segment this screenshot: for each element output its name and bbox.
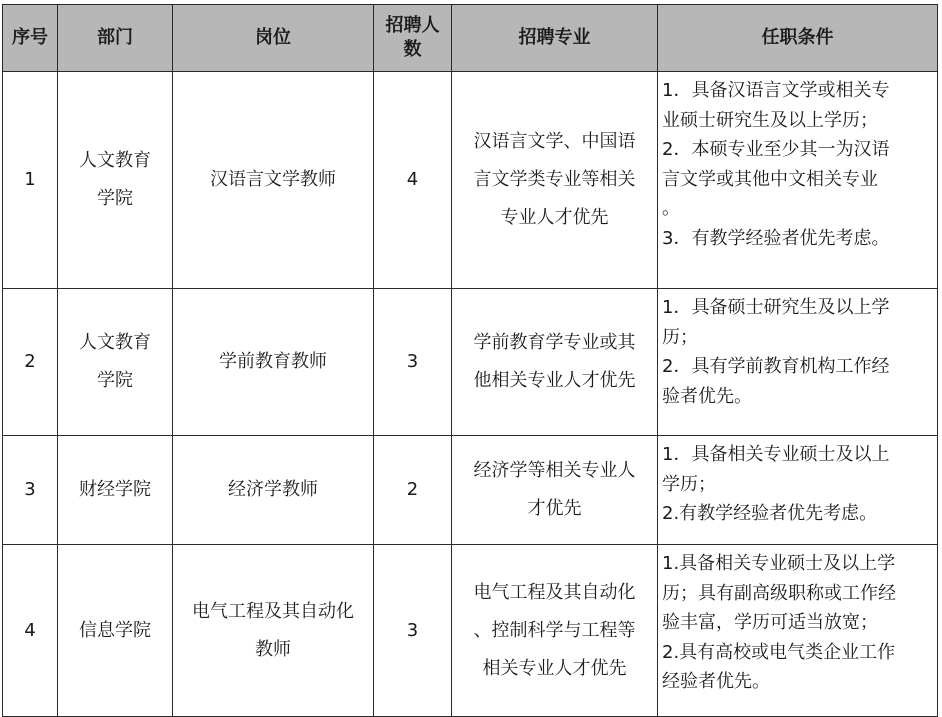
cell-position: 汉语言文学教师: [173, 72, 374, 289]
header-requirements: 任职条件: [658, 5, 938, 72]
cell-dept: 信息学院: [58, 545, 173, 717]
cell-count: 2: [374, 436, 452, 545]
cell-requirements: 1．具备硕士研究生及以上学 历； 2．具有学前教育机构工作经 验者优先。: [658, 289, 938, 436]
cell-requirements: 1．具备汉语言文学或相关专 业硕士研究生及以上学历； 2．本硕专业至少其一为汉语 言文学或其他中文相关专业 。 3．有教学经验者优先考虑。: [658, 72, 938, 289]
cell-count: 3: [374, 289, 452, 436]
cell-position: 电气工程及其自动化 教师: [173, 545, 374, 717]
cell-position: 经济学教师: [173, 436, 374, 545]
cell-seq: 2: [3, 289, 58, 436]
cell-dept: 人文教育 学院: [58, 289, 173, 436]
cell-requirements: 1.具备相关专业硕士及以上学 历；具有副高级职称或工作经 验丰富，学历可适当放宽； 2.具有高校或电气类企业工作 经验者优先。: [658, 545, 938, 717]
cell-requirements: 1．具备相关专业硕士及以上 学历； 2.有教学经验者优先考虑。: [658, 436, 938, 545]
recruitment-table: [2, 4, 938, 717]
cell-dept: 财经学院: [58, 436, 173, 545]
cell-position: 学前教育教师: [173, 289, 374, 436]
table-row: [3, 289, 938, 436]
header-row: [3, 5, 938, 72]
cell-count: 3: [374, 545, 452, 717]
cell-major: 经济学等相关专业人 才优先: [452, 436, 658, 545]
header-position: 岗位: [173, 5, 374, 72]
header-major: 招聘专业: [452, 5, 658, 72]
cell-major: 汉语言文学、中国语 言文学类专业等相关 专业人才优先: [452, 72, 658, 289]
cell-seq: 3: [3, 436, 58, 545]
table-row: [3, 545, 938, 717]
table-row: [3, 72, 938, 289]
table-row: [3, 436, 938, 545]
cell-major: 电气工程及其自动化 、控制科学与工程等 相关专业人才优先: [452, 545, 658, 717]
header-seq: 序号: [3, 5, 58, 72]
header-dept: 部门: [58, 5, 173, 72]
cell-seq: 4: [3, 545, 58, 717]
cell-seq: 1: [3, 72, 58, 289]
cell-dept: 人文教育 学院: [58, 72, 173, 289]
cell-major: 学前教育学专业或其 他相关专业人才优先: [452, 289, 658, 436]
cell-count: 4: [374, 72, 452, 289]
header-count: 招聘人 数: [374, 5, 452, 72]
